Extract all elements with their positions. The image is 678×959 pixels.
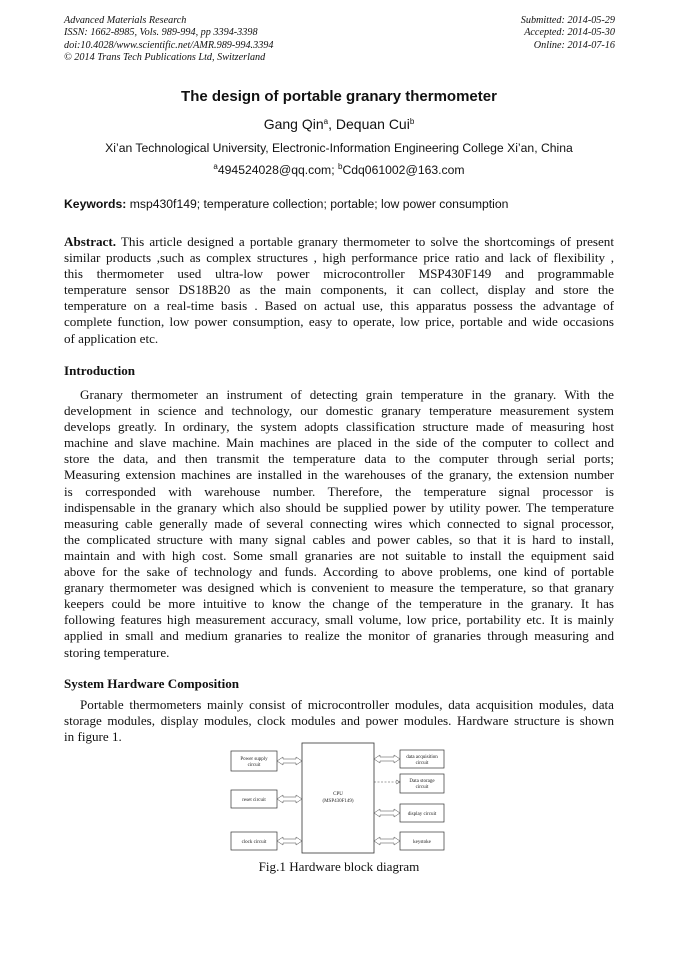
abstract-line: Abstract. This article designed a portable granary thermometer to solve the shortcomings of present <box>64 234 614 249</box>
keywords-text: msp430f149; temperature collection; portable; low power consumption <box>126 197 509 211</box>
intro-line: granary thermometer was designed which is convenient to measure the temperature, so that granary <box>64 580 614 596</box>
arrow-reset-cpu <box>277 795 302 803</box>
hardware-body <box>64 697 614 745</box>
intro-line: the complicated structure with many signal cables and power cables, so that it is hard to install, <box>64 531 614 547</box>
abstract <box>64 234 614 347</box>
hardware-line: storage modules, display modules, clock modules and power modules. Hardware structure is shown <box>64 713 614 729</box>
paper-title: The design of portable granary thermometer <box>181 88 497 105</box>
abstract-line: similar products ,such as complex structures , high performance price ratio and lack of flexibility , <box>64 250 614 266</box>
abstract-line: of application etc. <box>64 330 159 346</box>
introduction-heading: Introduction <box>64 363 136 378</box>
hardware-line: in figure 1. <box>64 729 122 745</box>
arrow-clock-cpu <box>277 837 302 845</box>
abstract-line: complete function, low power consumption, easy to operate, low price, portable and wide occasions <box>64 314 614 330</box>
arrow-power-cpu <box>277 757 302 765</box>
submitted-date: Submitted: 2014-05-29 <box>520 15 615 26</box>
keywords <box>64 197 508 211</box>
copyright-line: © 2014 Trans Tech Publications Ltd, Switzerland <box>64 52 266 64</box>
dates-header <box>521 15 615 52</box>
arrow-keystoke-cpu <box>374 837 400 845</box>
authors <box>0 116 678 132</box>
data-acquisition-label: data acquisition <box>406 755 438 760</box>
email-2-sup: b <box>337 162 343 171</box>
cpu-block <box>302 743 374 853</box>
introduction-body <box>64 387 614 661</box>
intro-line: machine and slave machine. Main machines are placed in the side of the computer to collect and <box>64 435 614 451</box>
cpu-model-label: (MSP430F149) <box>322 799 354 804</box>
journal-header <box>64 15 273 65</box>
issn-line: ISSN: 1662-8985, Vols. 989-994, pp 3394-3398 <box>64 27 258 39</box>
arrow-cpu-acquisition <box>374 755 400 763</box>
emails <box>0 163 678 177</box>
author-2-sup: b <box>409 117 415 126</box>
power-supply-label-2: circuit <box>247 763 261 768</box>
intro-line: indispensable in the granary which also should be supplied power by utility power. The temperature <box>64 499 614 515</box>
intro-line: develops greatly. In ordinary, the system adopts classification structure made of measuring host <box>64 419 614 435</box>
intro-line: following features high measurement accuracy, small volume, low price, portability etc. It is mainly <box>64 612 614 628</box>
abstract-line: this thermometer used ultra-low power microcontroller MSP430F149 and programmable <box>64 266 614 282</box>
abstract-lead: Abstract. <box>64 234 116 249</box>
intro-line: store the data, and then transmit the temperature data to the computer through serial ports; <box>64 451 614 467</box>
arrow-cpu-display <box>374 809 400 817</box>
figure-caption: Fig.1 Hardware block diagram <box>258 859 420 874</box>
intro-line: measuring cable generally made of several connecting wires which connected to signal processor, <box>64 515 614 531</box>
display-circuit-label: display circuit <box>407 812 437 817</box>
keywords-label: Keywords: <box>64 197 127 211</box>
intro-line: maintain and with high cost. Some small granaries are not suitable to install the equipment said <box>64 547 614 563</box>
author-1-sup: a <box>323 117 329 126</box>
email-1-sup: a <box>213 162 218 171</box>
power-supply-label: Power supply <box>240 757 268 762</box>
accepted-date: Accepted: 2014-05-30 <box>524 27 615 39</box>
intro-line: storing temperature. <box>64 644 170 660</box>
intro-line: Granary thermometer an instrument of detecting grain temperature in the granary. With the <box>80 387 614 402</box>
email-1: 494524028@qq.com; <box>217 163 338 177</box>
hardware-heading: System Hardware Composition <box>64 676 240 691</box>
abstract-line: temperature on a real-time basis . Based on actual use, this apparatus possess the advantage of <box>64 298 614 314</box>
journal-name: Advanced Materials Research <box>64 15 187 26</box>
affiliation: Xi’an Technological University, Electronic-Information Engineering College Xi’an, China <box>105 141 573 155</box>
data-storage-label-2: circuit <box>415 785 429 790</box>
intro-line: Measuring extension machines are installed in the warehouses of the granary, the extension number <box>64 467 614 483</box>
email-2: Cdq061002@163.com <box>342 163 465 177</box>
online-date: Online: 2014-07-16 <box>533 39 615 51</box>
doi-line: doi:10.4028/www.scientific.net/AMR.989-994.3394 <box>64 39 274 51</box>
intro-line: applied in small and medium granaries to realize the monitor of granaries through measuring and <box>64 628 614 644</box>
hardware-block-diagram <box>228 742 448 854</box>
intro-line: is corresponded with warehouse number. Therefore, the temperature signal processor is <box>64 483 614 499</box>
clock-circuit-label: clock circuit <box>241 840 267 845</box>
intro-line: keepers could be more intuitive to know the change of the temperature in the granary. It has <box>64 596 614 612</box>
author-separator: , <box>328 116 336 132</box>
hardware-line: Portable thermometers mainly consist of microcontroller modules, data acquisition modules, data <box>80 697 614 712</box>
intro-line: above for the sake of technology and funds. According to above problems, one kind of portable <box>64 564 614 580</box>
reset-circuit-label: reset circuit <box>242 798 266 803</box>
cpu-label: CPU <box>333 792 343 797</box>
author-1: Gang Qin <box>263 116 324 132</box>
abstract-line: temperature sensor DS18B20 as the main components, it can collect, display and store the <box>64 282 614 298</box>
intro-line: development in science and technology, our domestic granary temperature measurement system <box>64 403 614 419</box>
data-acquisition-label-2: circuit <box>415 761 429 766</box>
author-2: Dequan Cui <box>335 116 410 132</box>
keystoke-label: keystoke <box>413 840 431 845</box>
data-storage-label: Data storage <box>409 779 435 784</box>
